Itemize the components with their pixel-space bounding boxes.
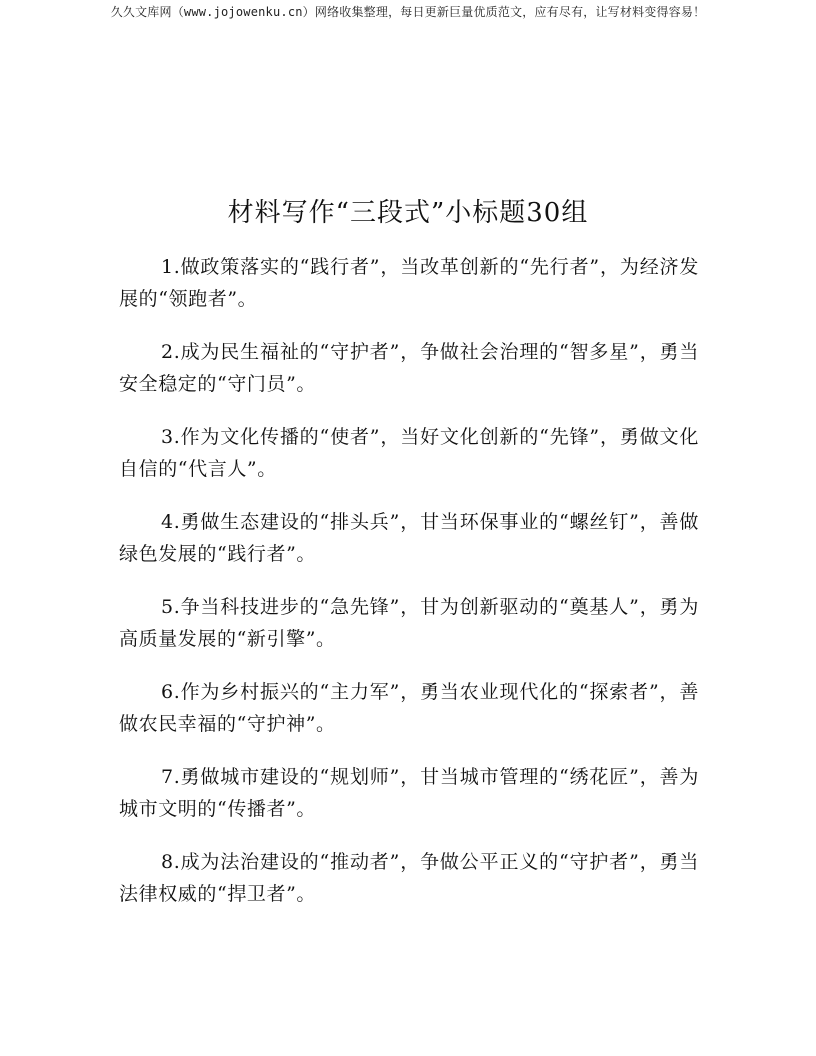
list-item: 3.作为文化传播的“使者”，当好文化创新的“先锋”，勇做文化自信的“代言人”。 bbox=[119, 426, 699, 480]
document-title: 材料写作“三段式”小标题30组 bbox=[227, 198, 589, 228]
item-list bbox=[119, 251, 699, 931]
list-item: 8.成为法治建设的“推动者”，争做公平正义的“守护者”，勇当法律权威的“捍卫者”。 bbox=[119, 851, 699, 905]
list-item: 2.成为民生福祉的“守护者”，争做社会治理的“智多星”，勇当安全稳定的“守门员”。 bbox=[119, 341, 699, 395]
header-note: 久久文库网（www.jojowenku.cn）网络收集整理，每日更新巨量优质范文，应有尽有，让写材料变得容易！ bbox=[110, 5, 706, 19]
list-item: 6.作为乡村振兴的“主力军”，勇当农业现代化的“探索者”，善做农民幸福的“守护神”。 bbox=[119, 681, 699, 735]
list-item: 7.勇做城市建设的“规划师”，甘当城市管理的“绣花匠”，善为城市文明的“传播者”。 bbox=[119, 766, 699, 820]
list-item: 4.勇做生态建设的“排头兵”，甘当环保事业的“螺丝钉”，善做绿色发展的“践行者”。 bbox=[119, 511, 699, 565]
list-item: 1.做政策落实的“践行者”，当改革创新的“先行者”，为经济发展的“领跑者”。 bbox=[119, 256, 699, 310]
list-item: 5.争当科技进步的“急先锋”，甘为创新驱动的“奠基人”，勇为高质量发展的“新引擎”。 bbox=[119, 596, 699, 650]
